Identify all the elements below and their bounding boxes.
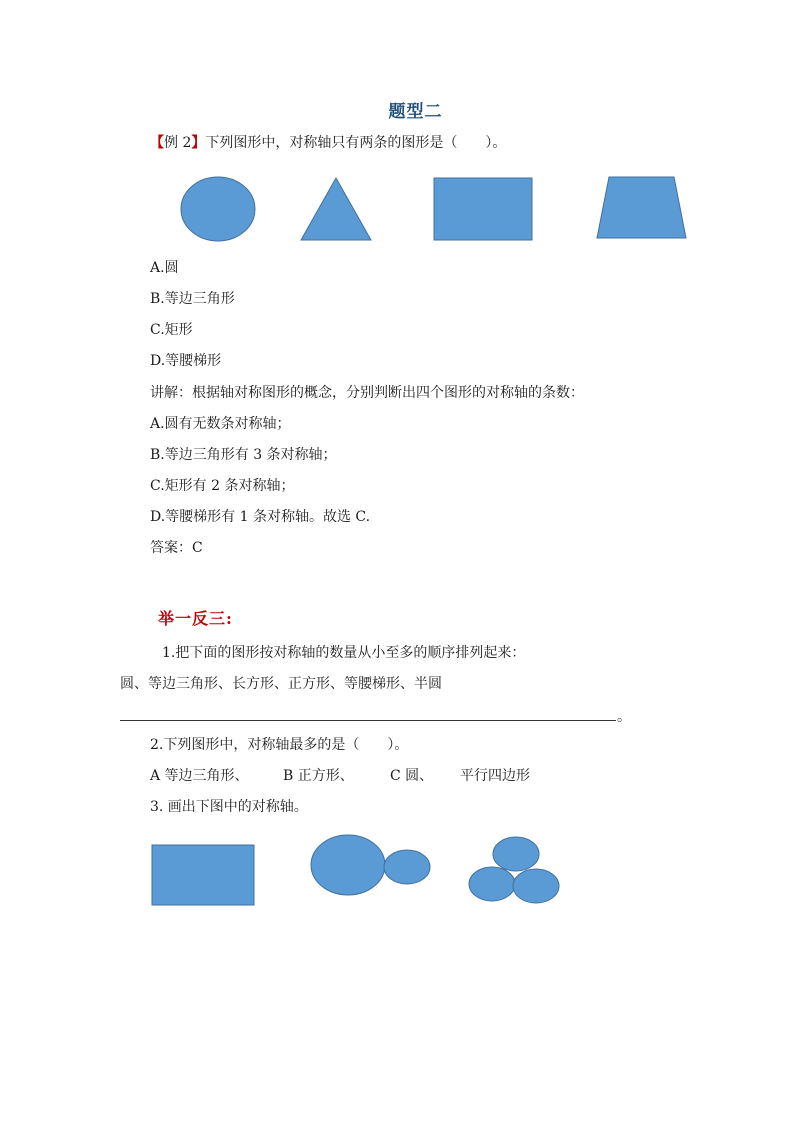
q2-option-b: B 正方形、 bbox=[283, 768, 354, 784]
example-question-text: 下列图形中，对称轴只有两条的图形是（ ）。 bbox=[205, 135, 507, 151]
page-title: 题型二 bbox=[388, 102, 443, 122]
option-b: B.等边三角形 bbox=[150, 291, 235, 307]
explanation-line-d: D.等腰梯形有 1 条对称轴。故选 C. bbox=[150, 509, 371, 525]
q3-rectangle bbox=[152, 845, 254, 905]
practice-q2: 2.下列图形中，对称轴最多的是（ ）。 bbox=[150, 737, 409, 753]
q3-top-circle bbox=[493, 837, 539, 871]
explanation-line-c: C.矩形有 2 条对称轴； bbox=[150, 478, 295, 494]
option-a: A.圆 bbox=[150, 260, 179, 276]
practice-q3: 3. 画出下图中的对称轴。 bbox=[150, 799, 308, 815]
shape-circle bbox=[181, 177, 255, 241]
shape-trapezoid bbox=[597, 177, 686, 238]
q3-bottom-right-circle bbox=[513, 869, 559, 903]
practice-q1: 1.把下面的图形按对称轴的数量从小至多的顺序排列起来： bbox=[162, 645, 526, 661]
explanation-line-a: A.圆有无数条对称轴； bbox=[150, 416, 291, 432]
explanation-intro: 讲解：根据轴对称图形的概念，分别判断出四个图形的对称轴的条数： bbox=[150, 385, 584, 401]
q3-large-circle bbox=[311, 835, 385, 895]
shape-rectangle bbox=[434, 178, 532, 240]
practice-q1-items: 圆、等边三角形、长方形、正方形、等腰梯形、半圆 bbox=[120, 676, 442, 692]
explanation-line-b: B.等边三角形有 3 条对称轴； bbox=[150, 447, 337, 463]
option-d: D.等腰梯形 bbox=[150, 353, 222, 369]
practice-heading: 举一反三: bbox=[158, 609, 233, 628]
q3-bottom-left-circle bbox=[469, 867, 515, 901]
example-bracket-close: 】 bbox=[191, 135, 206, 151]
example-bracket-open: 【 bbox=[150, 135, 164, 151]
q2-option-d: 平行四边形 bbox=[460, 768, 530, 784]
q3-small-circle bbox=[384, 850, 430, 884]
answer: 答案：C bbox=[150, 540, 203, 556]
q2-option-c: C 圆、 bbox=[390, 768, 434, 784]
answer-blank-line[interactable] bbox=[120, 720, 616, 721]
example-label: 例 2 bbox=[164, 135, 192, 151]
option-c: C.矩形 bbox=[150, 322, 193, 338]
shape-triangle bbox=[301, 178, 371, 240]
q2-option-a: A 等边三角形、 bbox=[150, 768, 249, 784]
practice-q1-end: 。 bbox=[617, 709, 631, 725]
